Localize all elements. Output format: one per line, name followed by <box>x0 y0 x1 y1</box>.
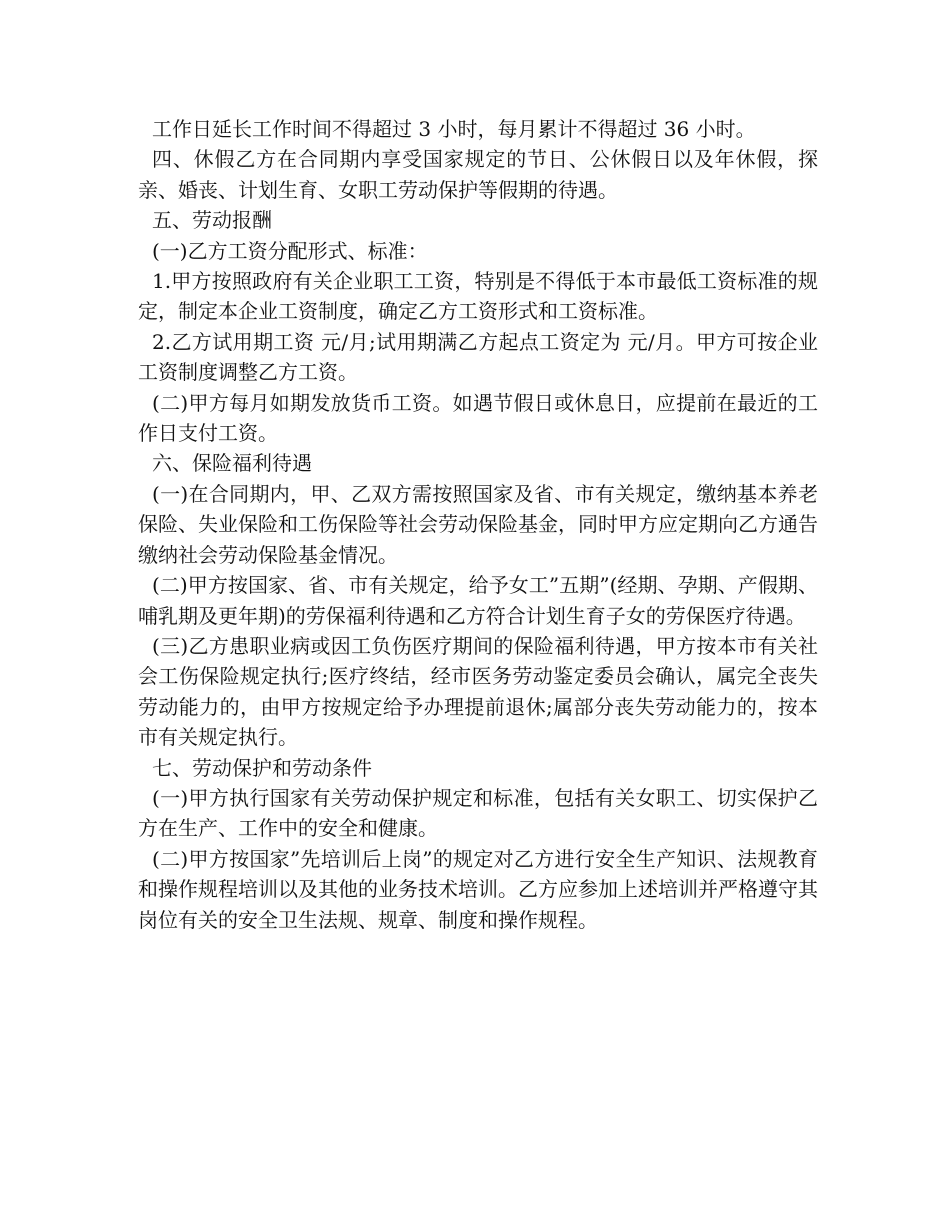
section-7-item-1: (一)甲方执行国家有关劳动保护规定和标准，包括有关女职工、切实保护乙方在生产、工作中的安全和健康。 <box>138 785 818 841</box>
section-5-clause-1: 1.甲方按照政府有关企业职工工资，特别是不得低于本市最低工资标准的规定，制定本企业工资制度，确定乙方工资形式和工资标准。 <box>138 269 818 324</box>
section-6-item-3: (三)乙方患职业病或因工负伤医疗期间的保险福利待遇，甲方按本市有关社会工伤保险规定执行;医疗终结，经市医务劳动鉴定委员会确认，属完全丧失劳动能力的，由甲方按规定给予办理提前退休;属部分丧失劳动能力的，按本市有关规定执行。 <box>138 633 818 750</box>
paragraph-1: 工作日延长工作时间不得超过 3 小时，每月累计不得超过 36 小时。 <box>152 117 756 141</box>
section-6-heading: 六、保险福利待遇 <box>152 451 312 476</box>
section-7-heading: 七、劳动保护和劳动条件 <box>152 755 372 780</box>
document-page <box>138 114 818 935</box>
section-6-item-2: (二)甲方按国家、省、市有关规定，给予女工”五期”(经期、孕期、产假期、哺乳期及更年期)的劳保福利待遇和乙方符合计划生育子女的劳保医疗待遇。 <box>138 573 818 628</box>
section-5-clause-2: 2.乙方试用期工资 元/月;试用期满乙方起点工资定为 元/月。甲方可按企业工资制度调整乙方工资。 <box>138 329 818 385</box>
section-5-heading: 五、劳动报酬 <box>152 208 272 233</box>
section-6-item-1: (一)在合同期内，甲、乙双方需按照国家及省、市有关规定，缴纳基本养老保险、失业保险和工伤保险等社会劳动保险基金，同时甲方应定期向乙方通告缴纳社会劳动保险基金情况。 <box>138 481 818 567</box>
section-7-item-2: (二)甲方按国家”先培训后上岗”的规定对乙方进行安全生产知识、法规教育和操作规程培训以及其他的业务技术培训。乙方应参加上述培训并严格遵守其岗位有关的安全卫生法规、规章、制度和操作规程。 <box>138 846 818 932</box>
section-4-vacation: 四、休假乙方在合同期内享受国家规定的节日、公休假日以及年休假，探亲、婚丧、计划生育、女职工劳动保护等假期的待遇。 <box>138 147 818 202</box>
section-5-item-1-heading: (一)乙方工资分配形式、标准： <box>152 238 428 263</box>
section-5-item-2: (二)甲方每月如期发放货币工资。如遇节假日或休息日，应提前在最近的工作日支付工资。 <box>138 390 818 446</box>
